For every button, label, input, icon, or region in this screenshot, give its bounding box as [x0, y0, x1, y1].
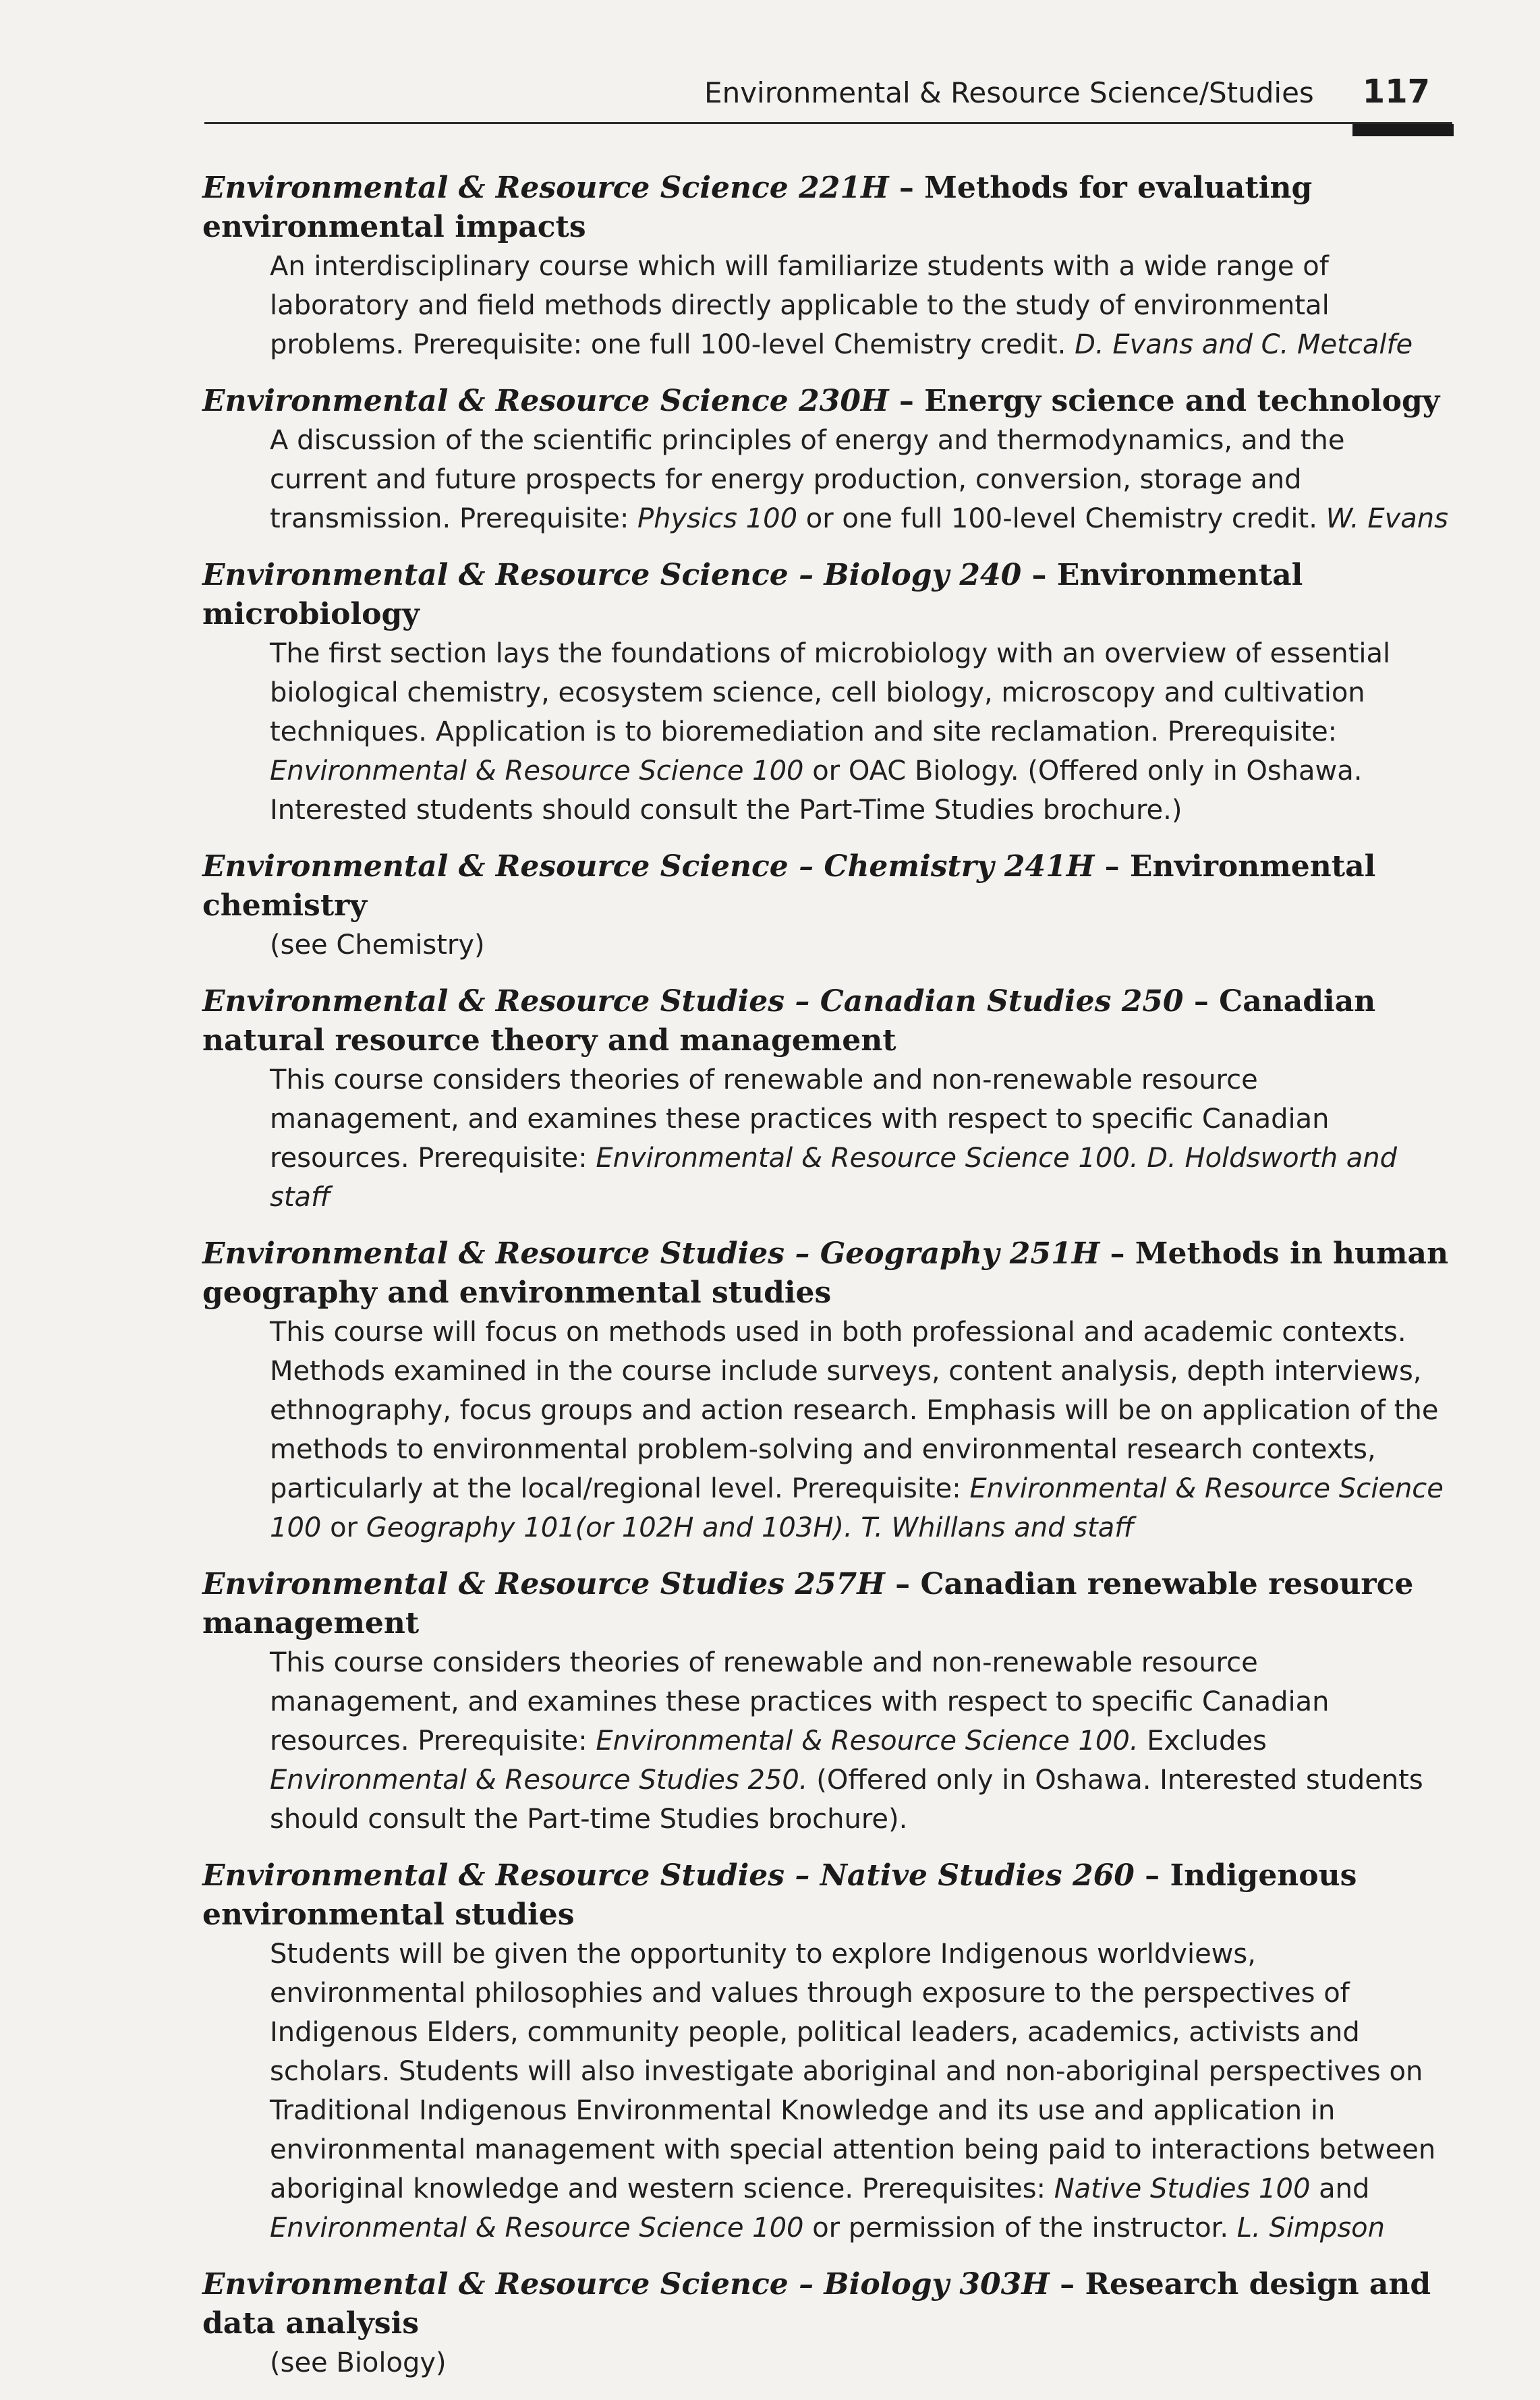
prerequisite-course: Environmental & Resource Science 100. D. Holdsworth and staff	[270, 1143, 1398, 1213]
course-code: Environmental & Resource Studies – Native Studies 260	[202, 1858, 1135, 1893]
course-code: Environmental & Resource Science 230H	[202, 384, 889, 418]
course-code: Environmental & Resource Science – Chemistry 241H	[202, 849, 1095, 884]
course-heading	[202, 382, 1450, 421]
header-rule-tab	[1352, 124, 1454, 136]
course-title: – Canadian natural resource theory and management	[202, 984, 1376, 1058]
instructors: W. Evans	[1325, 503, 1448, 534]
course-description	[270, 1643, 1450, 1839]
course-description	[270, 1060, 1450, 1217]
course-entry	[202, 1234, 1450, 1547]
course-title: – Energy science and technology	[888, 384, 1440, 418]
course-heading	[202, 556, 1450, 634]
course-heading	[202, 847, 1450, 925]
course-list	[202, 169, 1450, 2400]
course-description	[270, 925, 1450, 965]
course-entry	[202, 1565, 1450, 1839]
description-tail: or one full 100-level Chemistry credit.	[797, 503, 1326, 534]
prerequisite-course: Environmental & Resource Science 100	[270, 1473, 1444, 1543]
course-entry	[202, 1856, 1450, 2248]
course-description	[270, 1313, 1450, 1547]
course-entry	[202, 556, 1450, 830]
course-title: – Indigenous environmental studies	[202, 1858, 1357, 1932]
course-description	[270, 634, 1450, 830]
course-code: Environmental & Resource Science – Biology 303H	[202, 2267, 1050, 2302]
description-text: Students will be given the opportunity to explore Indigenous worldviews, environmental philosophies and values through exposure to the perspectives of Indigenous Elders, community people, political leaders, academics, activists and scholars. Students will also investigate aboriginal and non-aboriginal perspectives on Traditional Indigenous Environmental Knowledge and its use and application in environmental management with special attention being paid to interactions between aboriginal knowledge and western science. Prerequisites:	[270, 1939, 1436, 2204]
course-entry	[202, 2265, 1450, 2382]
course-entry	[202, 982, 1450, 1217]
course-description	[270, 247, 1450, 364]
page-number: 117	[1362, 73, 1430, 111]
section-title: Environmental & Resource Science/Studies	[704, 76, 1314, 109]
description-text: The first section lays the foundations of microbiology with an overview of essential biological chemistry, ecosystem science, cell biology, microscopy and cultivation techniques. Application is to bioremediation and site reclamation. Prerequisite:	[270, 638, 1391, 747]
running-header	[0, 73, 1430, 111]
description-text: An interdisciplinary course which will familiarize students with a wide range of laboratory and field methods directly applicable to the study of environmental problems. Prerequisite: one full 100-level Chemistry credit.	[270, 251, 1330, 360]
description-mid: or	[321, 1512, 366, 1543]
course-entry	[202, 382, 1450, 538]
instructors: D. Evans and C. Metcalfe	[1075, 329, 1413, 360]
prerequisite-course: Native Studies 100	[1054, 2173, 1311, 2204]
prerequisite-course: Environmental & Resource Science 100	[270, 755, 804, 787]
course-code: Environmental & Resource Studies – Geography 251H	[202, 1236, 1100, 1271]
description-text: This course considers theories of renewable and non-renewable resource management, and examines these practices with respect to specific Canadian resources. Prerequisite:	[270, 1647, 1330, 1756]
course-description	[270, 421, 1450, 538]
course-title: – Methods for evaluating environmental impacts	[202, 171, 1313, 244]
course-code: Environmental & Resource Studies 257H	[202, 1567, 885, 1601]
course-title: – Methods in human geography and environmental studies	[202, 1236, 1449, 1310]
prerequisite-course-2: Environmental & Resource Science 100	[270, 2212, 804, 2244]
exclusion-course: Environmental & Resource Studies 250.	[270, 1765, 808, 1796]
course-code: Environmental & Resource Studies – Canadian Studies 250	[202, 984, 1184, 1019]
course-heading	[202, 1565, 1450, 1643]
course-heading	[202, 982, 1450, 1060]
description-tail: or OAC Biology. (Offered only in Oshawa. Interested students should consult the Part-Time Studies brochure.)	[270, 755, 1363, 826]
course-title: – Research design and data analysis	[202, 2267, 1431, 2341]
prerequisite-course-2: Geography 101(or 102H and 103H). T. Whillans and staff	[366, 1512, 1135, 1543]
course-heading	[202, 2265, 1450, 2343]
course-code: Environmental & Resource Science 221H	[202, 171, 889, 205]
description-text: (see Chemistry)	[270, 930, 485, 961]
course-description	[270, 1935, 1450, 2248]
description-text: This course considers theories of renewable and non-renewable resource management, and examines these practices with respect to specific Canadian resources. Prerequisite:	[270, 1064, 1330, 1174]
course-code: Environmental & Resource Science – Biology 240	[202, 558, 1022, 592]
description-tail: or permission of the instructor.	[803, 2212, 1237, 2244]
course-entry	[202, 847, 1450, 965]
description-text: A discussion of the scientific principles of energy and thermodynamics, and the current and future prospects for energy production, conversion, storage and transmission. Prerequisite:	[270, 425, 1345, 534]
course-heading	[202, 1234, 1450, 1313]
course-title: – Environmental microbiology	[202, 558, 1303, 631]
description-text: (see Biology)	[270, 2347, 447, 2378]
course-entry	[202, 169, 1450, 364]
header-rule	[204, 122, 1452, 124]
prerequisite-course: Environmental & Resource Science 100.	[596, 1725, 1139, 1756]
course-heading	[202, 1856, 1450, 1935]
instructors: L. Simpson	[1236, 2212, 1385, 2244]
course-title: – Canadian renewable resource management	[202, 1567, 1414, 1640]
description-tail: (Offered only in Oshawa. Interested students should consult the Part-time Studies brochure).	[270, 1765, 1423, 1835]
description-mid: and	[1310, 2173, 1370, 2204]
course-description	[270, 2343, 1450, 2382]
course-heading	[202, 169, 1450, 247]
description-mid: Excludes	[1138, 1725, 1267, 1756]
course-title: – Environmental chemistry	[202, 849, 1376, 923]
description-text: This course will focus on methods used in both professional and academic contexts. Methods examined in the course include surveys, content analysis, depth interviews, ethnography, focus groups and action research. Emphasis will be on application of the methods to environmental problem-solving and environmental research contexts, particularly at the local/regional level. Prerequisite:	[270, 1317, 1439, 1504]
prerequisite-course: Physics 100	[637, 503, 798, 534]
